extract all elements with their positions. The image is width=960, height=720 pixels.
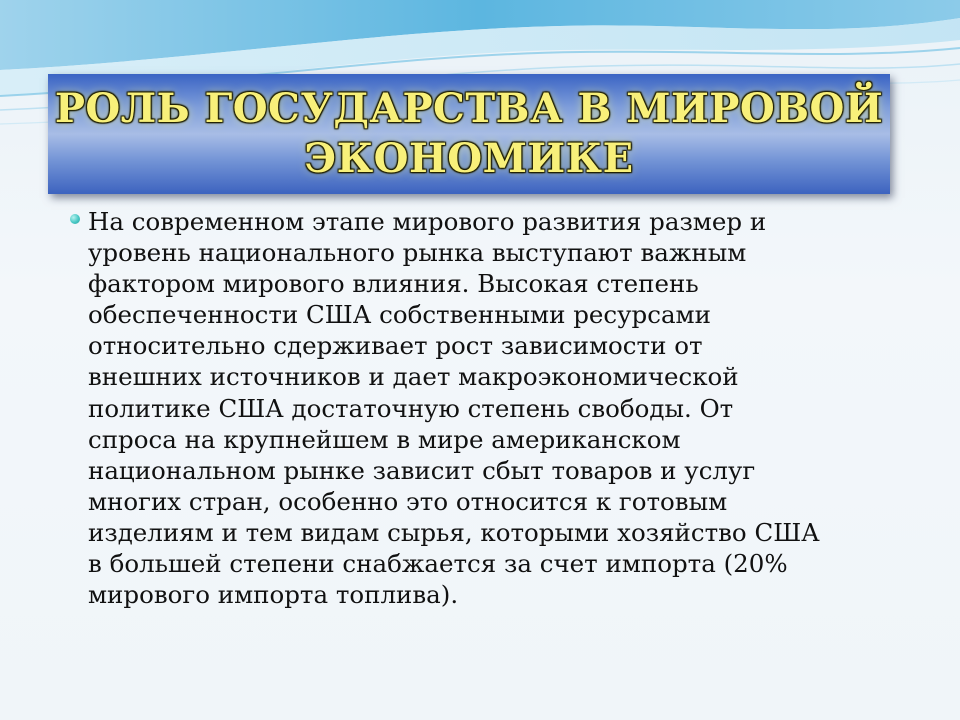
- bullet-icon: [70, 214, 80, 224]
- body-line: национальном рынке зависит сбыт товаров и услуг: [88, 455, 756, 485]
- body-line: уровень национального рынка выступают важным: [88, 238, 747, 268]
- body-line: внешних источников и дает макроэкономической: [88, 362, 739, 392]
- title-banner: [48, 74, 890, 194]
- body-line: в большей степени снабжается за счет импорта (20%: [88, 549, 788, 579]
- body-line: многих стран, особенно это относится к готовым: [88, 486, 728, 516]
- body-line: мирового импорта топлива).: [88, 580, 459, 610]
- body-line: политике США достаточную степень свободы. От: [88, 393, 734, 423]
- slide-title-line-1: РОЛЬ ГОСУДАРСТВА В МИРОВОЙ: [54, 85, 884, 132]
- slide-title: [48, 84, 890, 184]
- body-line: обеспеченности США собственными ресурсами: [88, 300, 711, 330]
- body-line: изделиям и тем видам сырья, которыми хозяйство США: [88, 517, 820, 547]
- body-line: фактором мирового влияния. Высокая степень: [88, 269, 699, 299]
- body-line: спроса на крупнейшем в мире американском: [88, 424, 681, 454]
- slide-title-line-2: ЭКОНОМИКЕ: [304, 135, 634, 182]
- body-paragraph: [88, 206, 918, 610]
- body-line: На современном этапе мирового развития размер и: [88, 207, 767, 236]
- body-line: относительно сдерживает рост зависимости от: [88, 331, 703, 361]
